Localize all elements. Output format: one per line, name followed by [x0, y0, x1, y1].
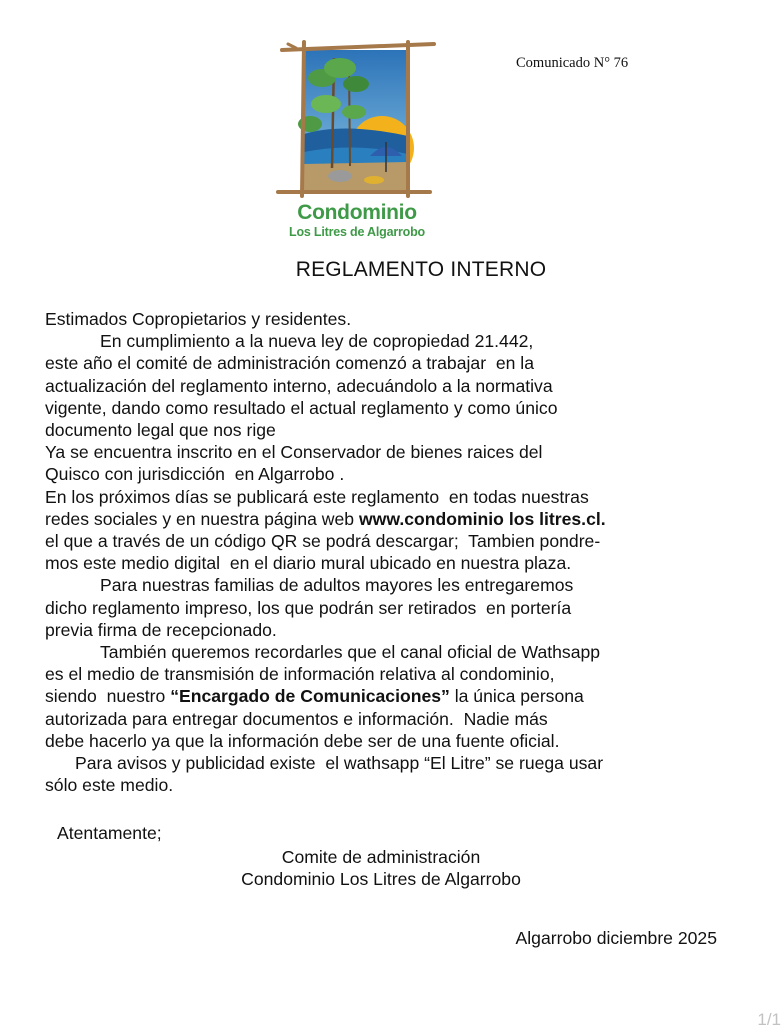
- paragraph-3-line: mos este medio digital en el diario mural ubicado en nuestra plaza.: [45, 553, 572, 574]
- encargado-comunicaciones: “Encargado de Comunicaciones”: [170, 686, 450, 707]
- paragraph-6-line: sólo este medio.: [45, 775, 174, 796]
- paragraph-6-line: Para avisos y publicidad existe el wathsapp “El Litre” se ruega usar: [75, 753, 604, 774]
- greeting: Estimados Copropietarios y residentes.: [45, 309, 352, 329]
- paragraph-5-line: debe hacerlo ya que la información debe ser de una fuente oficial.: [45, 730, 560, 751]
- closing: Atentamente;: [57, 823, 162, 843]
- paragraph-5-line: autorizada para entregar documentos e información. Nadie más: [45, 708, 548, 729]
- paragraph-2-line: Quisco con jurisdicción en Algarrobo .: [45, 464, 345, 485]
- paragraph-3-website-line: [45, 508, 735, 530]
- logo-illustration: [274, 38, 440, 200]
- paragraph-1-line: documento legal que nos rige: [45, 420, 276, 441]
- paragraph-5-line: es el medio de transmisión de información relativa al condominio,: [45, 664, 555, 685]
- highlight-prefix: siendo nuestro: [45, 686, 171, 707]
- paragraph-2-line: Ya se encuentra inscrito en el Conservador de bienes raices del: [45, 442, 543, 463]
- highlight-suffix: la única persona: [449, 686, 584, 707]
- place-date: Algarrobo diciembre 2025: [515, 928, 717, 948]
- paragraph-5-line: También queremos recordarles que el canal oficial de Wathsapp: [100, 642, 601, 663]
- paragraph-1-line: vigente, dando como resultado el actual reglamento y como único: [45, 397, 558, 418]
- paragraph-4-line: dicho reglamento impreso, los que podrán ser retirados en portería: [45, 597, 572, 618]
- page-indicator: 1/1: [757, 1010, 781, 1029]
- logo-name: Condominio: [297, 201, 417, 224]
- signature-committee: Comite de administración: [281, 847, 481, 867]
- paragraph-4-line: previa firma de recepcionado.: [45, 619, 277, 640]
- paragraph-3-line: En los próximos días se publicará este reglamento en todas nuestras: [45, 486, 589, 507]
- paragraph-4-line: Para nuestras familias de adultos mayores les entregaremos: [100, 575, 574, 596]
- document-body: [45, 308, 735, 796]
- paragraph-5-highlight-line: [45, 685, 735, 707]
- condominio-logo: [274, 38, 440, 243]
- logo-subtitle: Los Litres de Algarrobo: [289, 225, 425, 239]
- paragraph-1-line: En cumplimiento a la nueva ley de copropiedad 21.442,: [100, 331, 534, 352]
- signature-condominio: Condominio Los Litres de Algarrobo: [241, 869, 521, 889]
- website-link[interactable]: www.condominio los litres.cl.: [358, 508, 606, 529]
- paragraph-3-line: el que a través de un código QR se podrá descargar; Tambien pondre-: [45, 531, 601, 552]
- website-prefix: redes sociales y en nuestra página web: [45, 508, 359, 529]
- paragraph-1-line: este año el comité de administración comenzó a trabajar en la: [45, 353, 534, 374]
- comunicado-number: Comunicado N° 76: [516, 55, 629, 71]
- document-title: REGLAMENTO INTERNO: [295, 258, 547, 281]
- paragraph-1-line: actualización del reglamento interno, adecuándolo a la normativa: [45, 375, 553, 396]
